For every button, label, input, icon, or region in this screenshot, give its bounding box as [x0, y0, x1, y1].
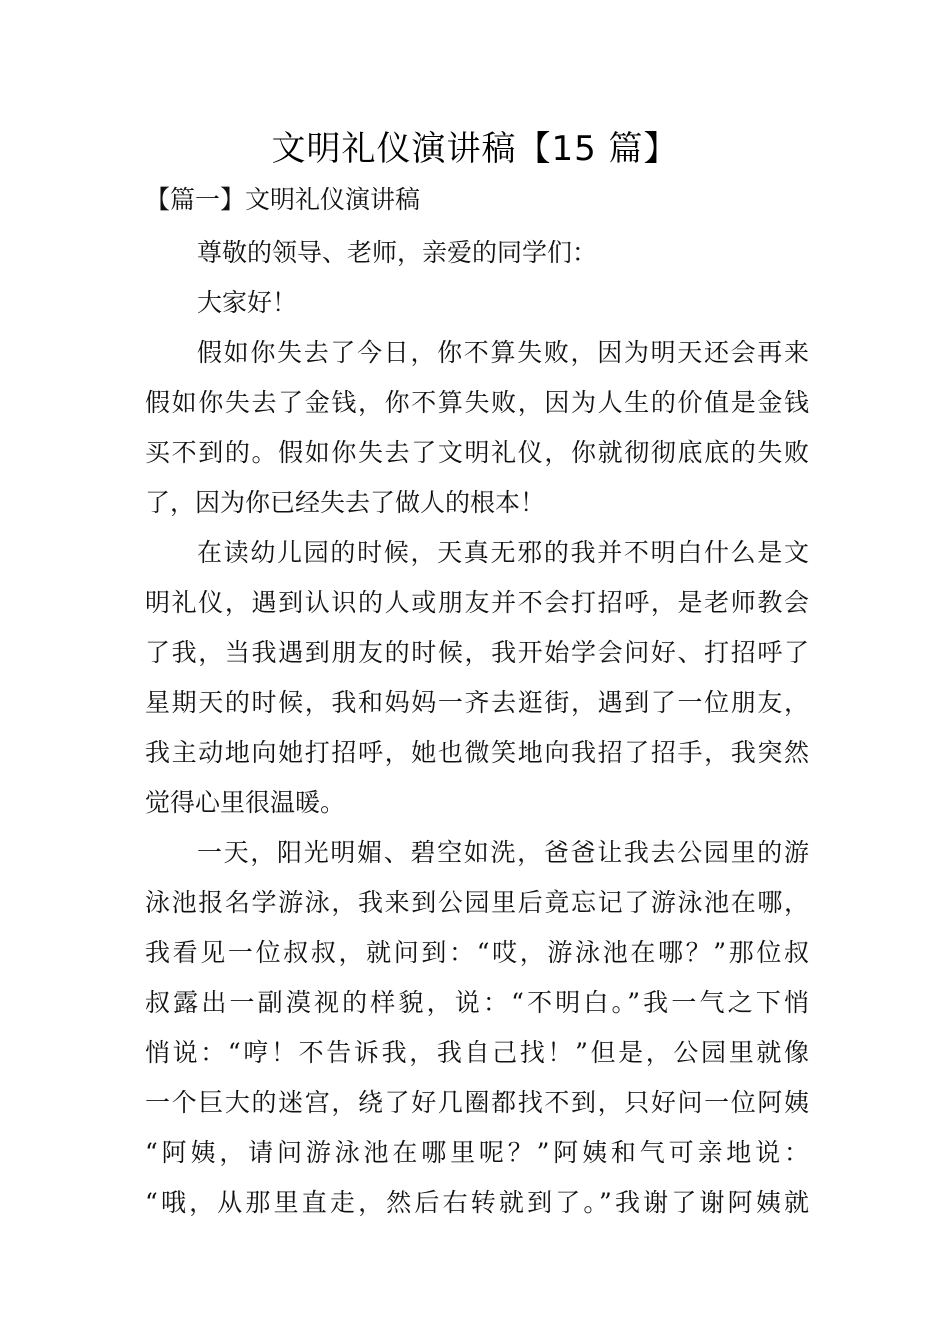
paragraph-line: 明礼仪，遇到认识的人或朋友并不会打招呼，是老师教会 [145, 588, 809, 617]
section-heading: 【篇一】文明礼仪演讲稿 [145, 185, 421, 214]
paragraph-line: 悄说：“哼！不告诉我，我自己找！”但是，公园里就像 [145, 1038, 809, 1067]
document-body [145, 228, 809, 1228]
paragraph-line: 我主动地向她打招呼，她也微笑地向我招了招手，我突然 [145, 738, 809, 767]
paragraph-line: “哦，从那里直走，然后右转就到了。”我谢了谢阿姨就 [145, 1188, 809, 1217]
paragraph-line: 了，因为你已经失去了做人的根本！ [145, 488, 546, 517]
paragraph-line: 在读幼儿园的时候，天真无邪的我并不明白什么是文 [197, 538, 809, 567]
paragraph-line: 假如你失去了今日，你不算失败，因为明天还会再来 [197, 338, 809, 367]
paragraph-line: 尊敬的领导、老师，亲爱的同学们： [197, 238, 598, 267]
paragraph-line: 泳池报名学游泳，我来到公园里后竟忘记了游泳池在哪， [145, 888, 809, 917]
paragraph-line: 一个巨大的迷宫，绕了好几圈都找不到，只好问一位阿姨 [145, 1088, 809, 1117]
paragraph-line: 我看见一位叔叔，就问到：“哎，游泳池在哪？”那位叔 [145, 938, 809, 967]
paragraph-line: 觉得心里很温暖。 [145, 788, 346, 817]
paragraph-line: 一天，阳光明媚、碧空如洗，爸爸让我去公园里的游 [197, 838, 809, 867]
paragraph-line: 买不到的。假如你失去了文明礼仪，你就彻彻底底的失败 [145, 438, 809, 467]
paragraph-line: “阿姨，请问游泳池在哪里呢？”阿姨和气可亲地说： [145, 1138, 809, 1167]
paragraph-line: 叔露出一副漠视的样貌，说：“不明白。”我一气之下悄 [145, 988, 809, 1017]
paragraph-line: 星期天的时候，我和妈妈一齐去逛街，遇到了一位朋友， [145, 688, 809, 717]
paragraph-line: 大家好！ [197, 288, 298, 317]
document-title: 文明礼仪演讲稿【15 篇】 [271, 129, 679, 169]
paragraph-line: 了我，当我遇到朋友的时候，我开始学会问好、打招呼了 [145, 638, 809, 667]
paragraph-line: 假如你失去了金钱，你不算失败，因为人生的价值是金钱 [145, 388, 809, 417]
